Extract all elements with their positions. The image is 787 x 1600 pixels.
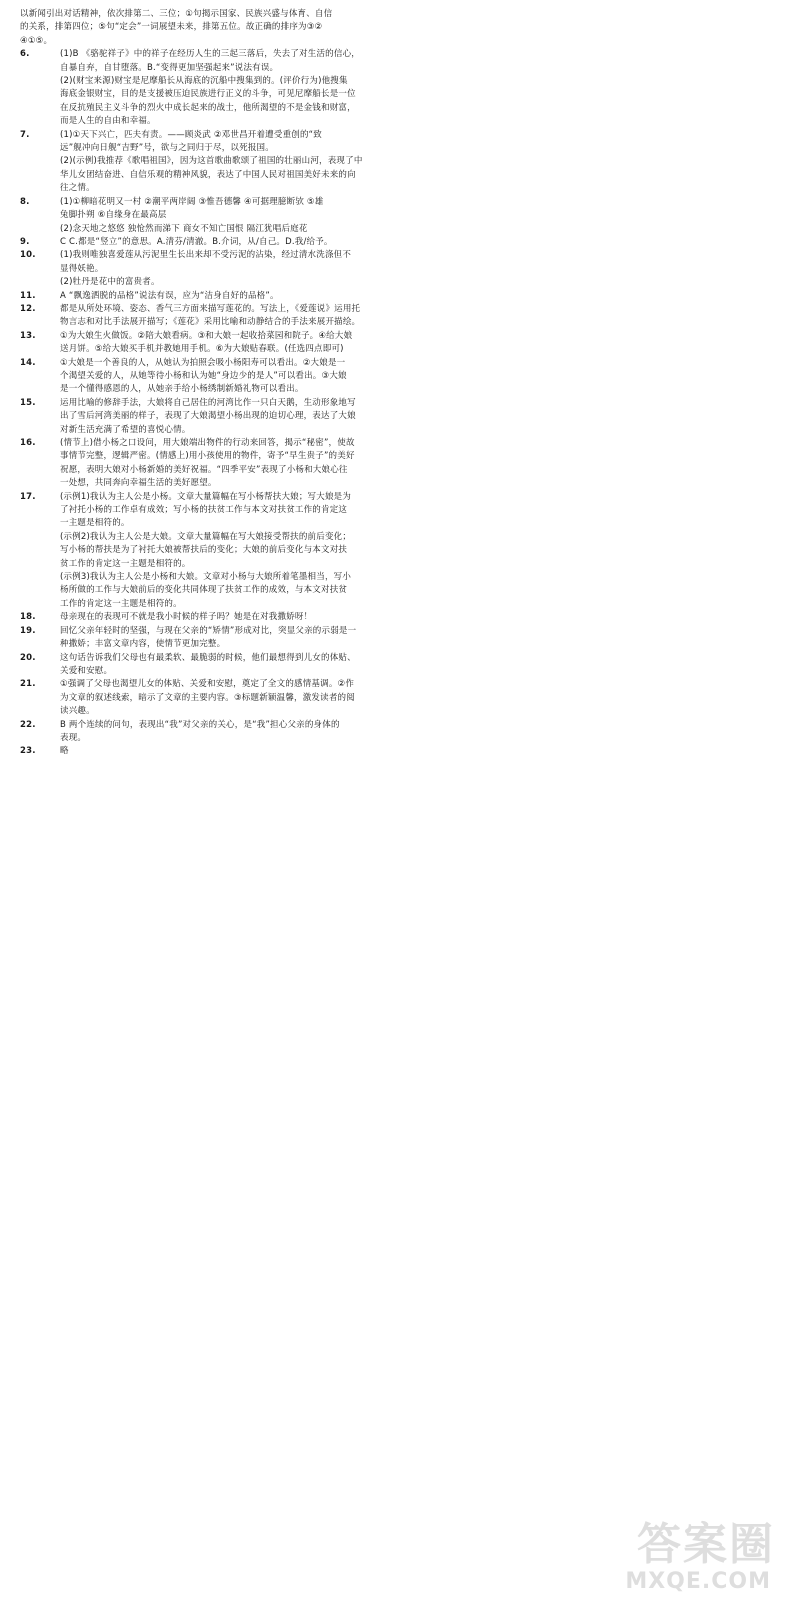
answer-line: 的关系，排第四位；⑤句“定会”一词展望未来，排第五位。故正确的排序为③② [20,22,323,33]
answer-line: (示例3)我认为主人公是小杨和大娘。文章对小杨与大娘所着笔墨相当，写小 [60,572,352,583]
answer-item [20,303,769,330]
answer-line: (2)牡丹是花中的富贵者。 [60,277,160,288]
answer-line: 祝愿，表明大娘对小杨新婚的美好祝福。“四季平安”表现了小杨和大娘心往 [60,464,348,475]
answer-item [20,330,769,357]
answer-item [20,719,769,746]
answer-line: 读兴趣。 [60,706,95,717]
answer-number: 18. [20,612,36,623]
answer-line: (1)①柳暗花明又一村 ②潮平两岸阔 ③惟吾德馨 ④可据理臆断欤 ⑤雄 [60,196,324,207]
answer-item [20,129,769,196]
answer-line: 母亲现在的表现可不就是我小时候的样子吗？她是在对我撒娇呀！ [60,612,313,623]
answer-line: ①大娘是一个善良的人，从她认为拍照会吸小杨阳寿可以看出。②大娘是一 [60,357,346,368]
answer-item [20,652,769,679]
answer-item [20,48,769,128]
answer-number: 23. [20,746,36,757]
answer-number: 12. [20,303,36,314]
answer-line: 个渴望关爱的人，从她等待小杨和认为她“身边少的是人”可以看出。③大娘 [60,370,347,381]
answer-number: 21. [20,679,36,690]
answer-line: 杨所做的工作与大娘前后的变化共同体现了扶贫工作的成效，与本文对扶贫 [60,585,348,596]
answer-number: 11. [20,290,36,301]
answer-item [20,357,769,397]
answer-line: ①为大娘生火做饭。②陪大娘看病。③和大娘一起收拾菜园和院子。④给大娘 [60,330,353,341]
answer-number: 16. [20,438,36,448]
answer-line: (情节上)借小杨之口设问，用大娘端出物件的行动来回答，揭示“秘密”，使故 [60,438,355,448]
answer-line: 是一个懂得感恩的人，从她亲手给小杨绣制新婚礼物可以看出。 [60,384,304,395]
watermark-logo [585,1508,775,1596]
answer-item [20,625,769,652]
answer-line: 关爱和安慰。 [60,665,113,676]
answer-line: (示例1)我认为主人公是小杨。文章大量篇幅在写小杨帮扶大娘；写大娘是为 [60,491,352,502]
answer-line: 略 [60,746,69,757]
answer-line: (1)我则唯独喜爱莲从污泥里生长出来却不受污泥的沾染，经过清水洗涤但不 [60,250,352,261]
answer-line: 华儿女团结奋进、自信乐观的精神风貌，表达了中国人民对祖国美好未来的向 [60,169,356,180]
answer-line: A “飘逸洒脱的品格”说法有误，应为“洁身自好的品格”。 [60,290,279,301]
answer-number: 10. [20,250,36,261]
answer-number: 8. [20,196,30,207]
answer-line: 对新生活充满了希望的喜悦心情。 [60,424,191,435]
answer-number: 17. [20,491,36,502]
answer-item [20,8,769,48]
answer-number: 14. [20,357,36,368]
answer-item [20,678,769,718]
answer-line: 这句话告诉我们父母也有最柔软、最脆弱的时候，他们最想得到儿女的体贴、 [60,652,356,663]
answer-line: ④①⑤。 [20,35,53,46]
answer-line: (示例2)我认为主人公是大娘。文章大量篇幅在写大娘接受帮扶的前后变化； [60,531,352,542]
answer-line: (2)(示例)我推荐《歌唱祖国》，因为这首歌曲歌颂了祖国的壮丽山河，表现了中 [60,156,363,167]
answer-number: 19. [20,625,36,636]
answer-line: C C.都是“竖立”的意思。A.清芬/清澈。B.介词，从/自己。D.我/给予。 [60,236,333,247]
answer-line: 而是人生的自由和幸福。 [60,116,156,127]
answer-line: 种撒娇；丰富文章内容，使情节更加完整。 [60,639,226,650]
answer-line: 贫工作的肯定这一主题是相符的。 [60,558,191,569]
answer-item [20,437,769,491]
answer-number: 20. [20,652,36,663]
answer-item [20,249,769,289]
answer-line: 往之情。 [60,183,95,194]
answer-line: 兔脚扑朔 ⑥自缘身在最高层 [60,210,167,221]
answer-line: 事情节完整，逻辑严密。(情感上)用小孩使用的物件，寄予“早生贵子”的美好 [60,451,355,462]
answer-line: 一处想，共同奔向幸福生活的美好愿望。 [60,478,217,489]
answer-item [20,196,769,236]
answer-item [20,397,769,437]
answer-number: 22. [20,719,36,730]
answer-number: 13. [20,330,36,341]
answer-line: 送月饼。⑤给大娘买手机并教她用手机。⑥为大娘贴春联。(任选四点即可) [60,344,344,355]
answer-line: ①强调了父母也渴望儿女的体贴、关爱和安慰，奠定了全文的感情基调。②作 [60,679,355,690]
watermark-url: MXQE.COM [625,1569,771,1594]
answer-line: 了衬托小杨的工作卓有成效；写小杨的扶贫工作与本文对扶贫工作的肯定这 [60,505,348,516]
answer-line: (1)B 《骆驼祥子》中的祥子在经历人生的三起三落后，失去了对生活的信心， [60,49,360,60]
answer-line: 以新闻引出对话精神，依次排第二、三位；①句揭示国家、民族兴盛与体育、自信 [20,9,333,19]
answer-item [20,611,769,624]
answer-number: 9. [20,236,30,247]
answer-line: 工作的肯定这一主题是相符的。 [60,598,182,609]
answer-line: B 两个连续的问句，表现出“我”对父亲的关心，是“我”担心父亲的身体的 [60,719,340,730]
answer-item [20,491,769,612]
answer-number: 6. [20,49,30,60]
answer-line: 表现。 [60,732,87,743]
answer-line: 一主题是相符的。 [60,518,130,529]
answer-line: 都是从所处环境、姿态、香气三方面来描写莲花的。写法上，《爱莲说》运用托 [60,303,361,314]
answer-number: 7. [20,129,30,140]
answer-line: 海底金银财宝，目的是支援被压迫民族进行正义的斗争，可见尼摩船长是一位 [60,89,356,100]
answer-line: 运用比喻的修辞手法，大娘将自己居住的河湾比作一只白天鹅，生动形象地写 [60,397,356,408]
answer-line: 回忆父亲年轻时的坚强，与现在父亲的“矫情”形成对比，突显父亲的示弱是一 [60,625,357,636]
answer-line: 显得妖艳。 [60,263,104,274]
answer-line: 写小杨的帮扶是为了衬托大娘被帮扶后的变化；大娘的前后变化与本文对扶 [60,545,348,556]
answer-line: 出了雪后河湾美丽的样子，表现了大娘渴望小杨出现的迫切心理，表达了大娘 [60,411,356,422]
answer-item [20,236,769,249]
answer-item [20,290,769,303]
answer-line: (2)念天地之悠悠 独怆然而涕下 商女不知亡国恨 隔江犹唱后庭花 [60,223,308,234]
answer-line: 物言志和对比手法展开描写；《莲花》采用比喻和动静结合的手法来展开描绘。 [60,317,361,328]
watermark-title: 答案圈 [637,1519,775,1570]
answer-line: 为文章的叙述线索，暗示了文章的主要内容。③标题新颖温馨，激发读者的阅 [60,692,355,703]
answer-line: 自暴自弃，自甘堕落。B.“变得更加坚强起来”说法有误。 [60,62,279,73]
answer-line: 远”舰冲向日舰“吉野”号，欲与之同归于尽，以死报国。 [60,143,274,154]
answer-line: 在反抗殖民主义斗争的烈火中成长起来的战士，他所渴望的不是金钱和财富， [60,102,356,113]
answer-number: 15. [20,397,36,408]
answer-item [20,745,769,758]
answer-line: (2)(财宝来源)财宝是尼摩船长从海底的沉船中搜集到的。(评价行为)他搜集 [60,76,348,87]
answer-line: (1)①天下兴亡，匹夫有责。——顾炎武 ②邓世昌开着遭受重创的“致 [60,129,322,140]
